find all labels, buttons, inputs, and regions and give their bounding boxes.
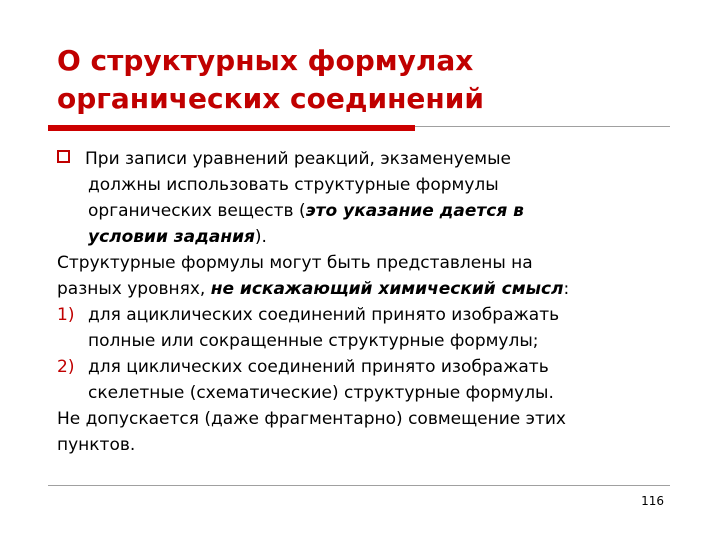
title-thin-rule xyxy=(415,126,670,127)
numbered-item-1-line-2: полные или сокращенные структурные формулы; xyxy=(88,331,539,351)
bullet-line-1 xyxy=(57,146,697,172)
bullet-line-4 xyxy=(57,224,697,250)
closing-paragraph xyxy=(57,406,697,458)
slide-body xyxy=(57,146,697,458)
title-accent-rule xyxy=(48,125,415,131)
numbered-item-2-line-2: скелетные (схематические) структурные формулы. xyxy=(88,383,554,403)
bullet-text-4: ). xyxy=(254,227,267,247)
bullet-text-3: органических веществ ( xyxy=(88,201,306,221)
intro-line-2 xyxy=(57,276,697,302)
intro-text-end: : xyxy=(563,279,570,299)
bullet-line-2: должны использовать структурные формулы xyxy=(88,175,499,195)
numbered-item-2 xyxy=(57,354,697,406)
closing-line-1: Не допускается (даже фрагментарно) совмещение этих xyxy=(57,409,566,429)
slide-title-line-2: органических соединений xyxy=(57,82,484,115)
bullet-line-3 xyxy=(57,198,697,224)
intro-line-1: Структурные формулы могут быть представлены на xyxy=(57,253,533,273)
numbered-item-2-marker: 2) xyxy=(57,357,75,377)
slide-title-line-1: О структурных формулах xyxy=(57,44,474,77)
hollow-square-bullet-icon xyxy=(57,150,70,163)
numbered-item-2-line-1 xyxy=(57,354,697,380)
numbered-item-1-text-1: для ациклических соединений принято изображать xyxy=(88,305,560,325)
bullet-emphasis-2: условии задания xyxy=(88,227,255,247)
footer-rule xyxy=(48,485,670,486)
intro-paragraph xyxy=(57,250,697,302)
numbered-item-2-text-1: для циклических соединений принято изображать xyxy=(88,357,549,377)
bullet-paragraph xyxy=(57,146,697,250)
numbered-item-1-line-1 xyxy=(57,302,697,328)
slide-title xyxy=(57,42,697,118)
numbered-item-1 xyxy=(57,302,697,354)
page-number: 116 xyxy=(641,494,664,508)
bullet-emphasis-1: это указание дается в xyxy=(305,201,524,221)
bullet-text-1: При записи уравнений реакций, экзаменуемые xyxy=(85,149,512,169)
intro-emphasis: не искажающий химический смысл xyxy=(210,279,564,299)
intro-text-start: разных уровнях, xyxy=(57,279,211,299)
numbered-item-1-marker: 1) xyxy=(57,305,75,325)
closing-line-2: пунктов. xyxy=(57,435,136,455)
